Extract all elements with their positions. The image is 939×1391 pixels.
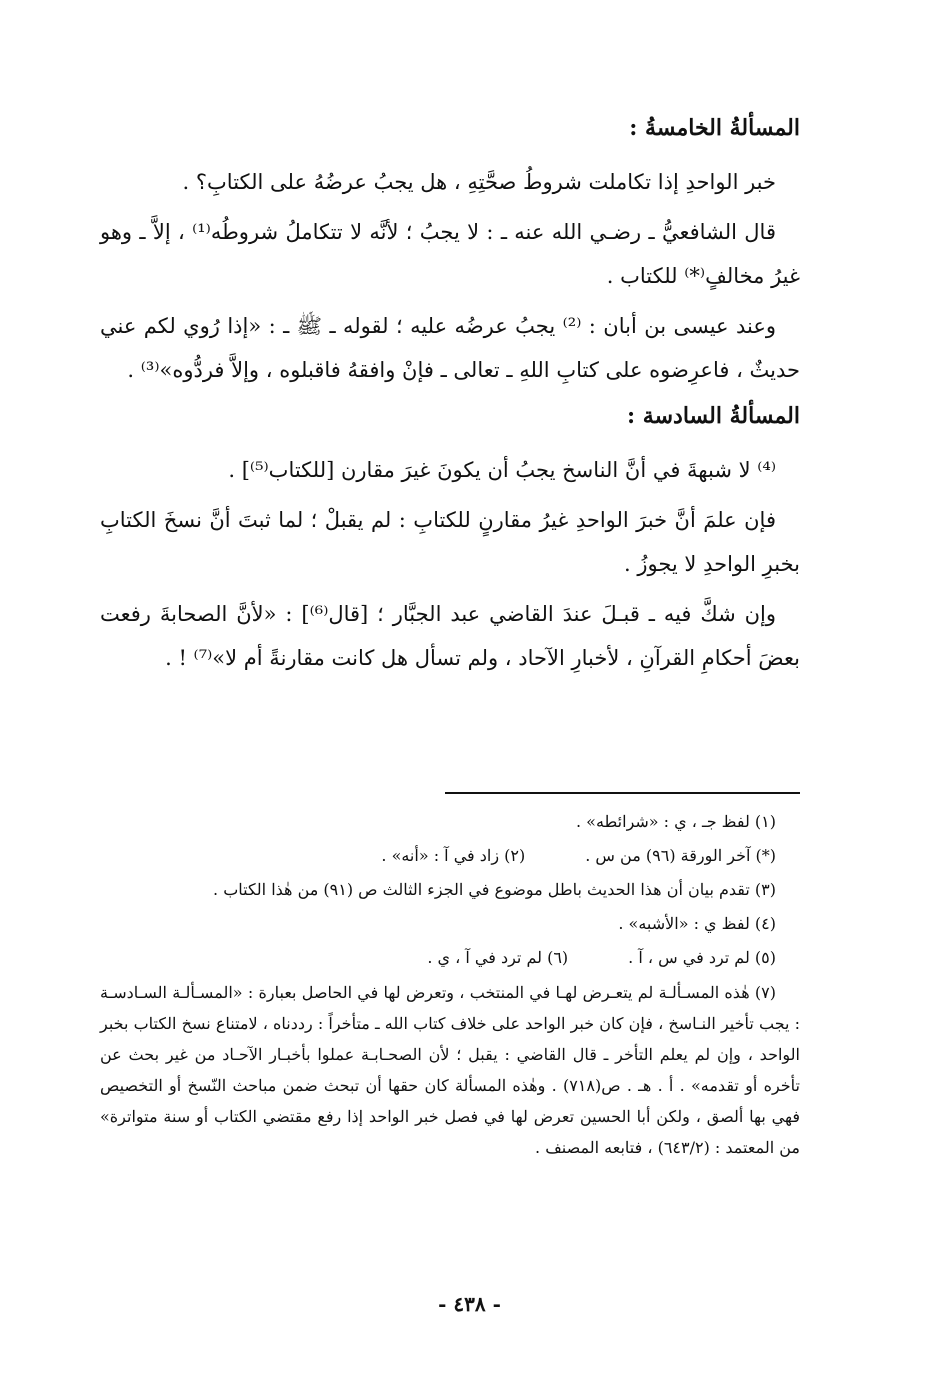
- footnote-1: (١) لفظ جـ ، ي : «شرائطه» .: [576, 812, 776, 831]
- footnote-row-star-2: [100, 839, 800, 873]
- main-text: [100, 110, 800, 686]
- footnote-row-5-6: [100, 941, 800, 975]
- footnote-5: (٥) لم ترد في س ، آ .: [628, 948, 776, 967]
- footnote-3: (٣) تقدم بيان أن هذا الحديث باطل موضوع في الجزء الثالث ص (٩١) من هٰذا الكتاب .: [213, 880, 776, 899]
- footnotes: [100, 805, 800, 1163]
- paragraph-1: خبر الواحدِ إذا تكاملت شروطُ صحَّتِهِ ، هل يجبُ عرضُهُ على الكتابِ؟ .: [182, 170, 776, 194]
- footnote-6: (٦) لم ترد في آ ، ي .: [427, 948, 569, 967]
- page-number: - ٤٣٨ -: [438, 1292, 501, 1316]
- footnote-4: (٤) لفظ ي : «الأشبه» .: [618, 914, 776, 933]
- paragraph-3: وعند عيسى بن أبان : ⁽²⁾ يجبُ عرضُه عليه ؛ لقوله ـ ﷺ ـ : «إذا رُوي لكم عني حديثٌ ، فاعرِضوه على كتابِ اللهِ ـ تعالى ـ فإنْ وافقهُ فاقبلوه ، وإلاَّ فردُّوه»⁽³⁾ .: [100, 314, 800, 382]
- paragraph-2: قال الشافعيُّ ـ رضـي الله عنه ـ : لا يجبُ ؛ لأنَّه لا تتكاملُ شروطُه⁽¹⁾ ، إلاَّ ـ وهو غيرُ مخالفٍ⁽*⁾ للكتاب .: [100, 220, 800, 288]
- paragraph-4: ⁽⁴⁾ لا شبهةَ في أنَّ الناسخ يجبُ أن يكونَ غيرَ مقارن [للكتاب⁽⁵⁾] .: [228, 458, 776, 482]
- footnote-divider: [445, 792, 800, 794]
- footnote-star: (*) آخر الورقة (٩٦) من س .: [585, 846, 776, 865]
- footnote-7: (٧) هٰذه المسـألـة لم يتعـرض لهـا في المنتخب ، وتعرض لها في الحاصل بعبارة : «المسـألـة السـادسـة : يجب تأخير النـاسخ ، فإن كان خبر الواحد على خلاف كتاب الله ـ متأخراً : رددناه ، لامتناع نسخ الكتاب بخبر الواحد ، وإن لم يعلم التأخر ـ قال القاضي : يقبل ؛ لأن الصحـابـة عملوا بأخبـار الآحـاد من غير بحث عن تأخره أو تقدمه» . أ . هـ . ص(٧١٨) . وهٰذه المسألة كان حقها أن تبحث ضمن مباحث النّسخ أو التخصيص فهي بها ألصق ، ولكن أبا الحسين تعرض لها في فصل خبر الواحد إذا رفع مقتضي الكتاب أو سنة متواترة» من المعتمد : (٦٤٣/٢) ، فتابعه المصنف .: [100, 983, 801, 1157]
- heading-sixth-issue: المسألةُ السادسة :: [627, 403, 800, 429]
- heading-fifth-issue: المسألةُ الخامسةُ :: [629, 115, 800, 141]
- paragraph-5: فإن علمَ أنَّ خبرَ الواحدِ غيرُ مقارنٍ للكتابِ : لم يقبلْ ؛ لما ثبتَ أنَّ نسخَ الكتابِ بخبرِ الواحدِ لا يجوزُ .: [100, 508, 800, 576]
- footnote-2: (٢) زاد في آ : «أنه» .: [381, 846, 526, 865]
- paragraph-6: وإن شكَّ فيه ـ قبـلَ عندَ القاضي عبد الجبَّار ؛ [قال⁽⁶⁾] : «لأنَّ الصحابةَ رفعت بعضَ أحكامِ القرآنِ ، لأخبارِ الآحاد ، ولم تسأل هل كانت مقارنةً أم لا»⁽⁷⁾ ! .: [100, 602, 800, 670]
